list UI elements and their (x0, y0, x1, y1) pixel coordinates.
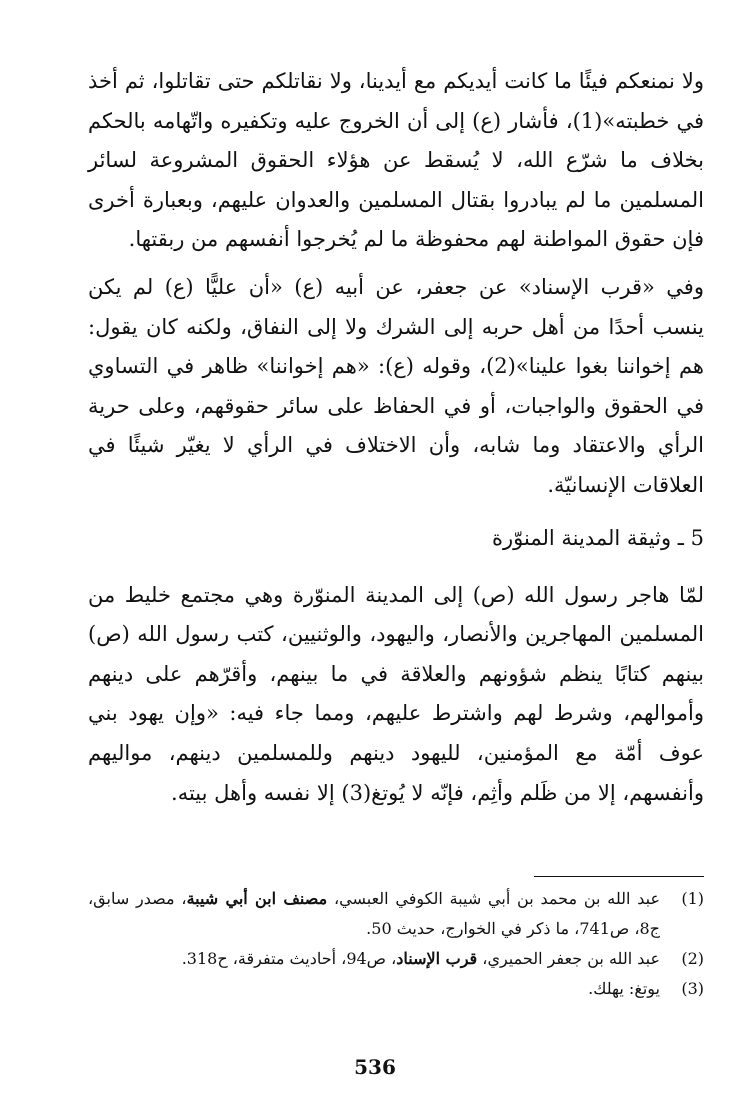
footnote-number: (2) (681, 949, 704, 968)
footnote-gloss: يوتغ: يهلك. (588, 979, 660, 998)
main-text (88, 62, 704, 813)
footnote-number: (3) (681, 979, 704, 998)
footnote-3 (88, 974, 704, 1004)
footnote-book-title: قرب الإسناد (396, 949, 478, 968)
footnote-text (588, 979, 660, 998)
section-paragraph: لمّا هاجر رسول الله (ص) إلى المدينة المنوّرة وهي مجتمع خليط من المسلمين المهاجرين والأنصار، واليهود، والوثنيين، كتب رسول الله (ص) بينهم كتابًا ينظم شؤونهم والعلاقة في ما بينهم، وأقرّهم على دينهم وأموالهم، وشرط لهم واشترط عليهم، ومما جاء فيه: «وإن يهود بني عوف أمّة مع المؤمنين، لليهود دينهم وللمسلمين دينهم، مواليهم وأنفسهم، إلا من ظَلم وأثِم، فإنّه لا يُوتغ(3) إلا نفسه وأهل بيته. (88, 582, 704, 805)
footnote-text (88, 889, 660, 938)
footnote-text (182, 949, 660, 968)
footnote-number: (1) (681, 889, 704, 908)
paragraph-1: ولا نمنعكم فيئًا ما كانت أيديكم مع أيدينا، ولا نقاتلكم حتى تقاتلوا، ثم أخذ في خطبته»(1)، فأشار (ع) إلى أن الخروج عليه وتكفيره واتّهامه بالحكم بخلاف ما شرّع الله، لا يُسقط عن هؤلاء الحقوق المشروعة لسائر المسلمين ما لم يبادروا بقتال المسلمين والعدوان عليهم، وبعبارة أخرى فإن حقوق المواطنة لهم محفوظة ما لم يُخرجوا أنفسهم من ربقتها. (88, 69, 704, 252)
section-heading: 5 ـ وثيقة المدينة المنوّرة (492, 525, 704, 550)
footnote-details: ، مصدر سابق، ج8، ص741، ما ذكر في الخوارج، حديث 50. (88, 889, 660, 938)
footnote-book-title: مصنف ابن أبي شيبة (186, 889, 328, 908)
footnote-2 (88, 944, 704, 974)
footnote-details: ، ص94، أحاديث متفرقة، ح318. (181, 949, 397, 968)
footnote-author: عبد الله بن محمد بن أبي شيبة الكوفي العبسي، (327, 889, 661, 908)
footnotes (88, 884, 704, 1004)
page-number: 536 (354, 1055, 396, 1079)
paragraph-2: وفي «قرب الإسناد» عن جعفر، عن أبيه (ع) «أن عليًّا (ع) لم يكن ينسب أحدًا من أهل حربه إلى الشرك ولا إلى النفاق، ولكنه كان يقول: هم إخواننا بغوا علينا»(2)، وقوله (ع): «هم إخواننا» ظاهر في التساوي في الحقوق والواجبات، أو في الحفاظ على سائر حقوقهم، وعلى حرية الرأي والاعتقاد وما شابه، وأن الاختلاف في الرأي لا يغيّر شيئًا في العلاقات الإنسانيّة. (88, 274, 704, 497)
footnote-1 (88, 884, 704, 944)
footnote-author: عبد الله بن جعفر الحميري، (477, 949, 660, 968)
footnote-separator (534, 876, 704, 877)
